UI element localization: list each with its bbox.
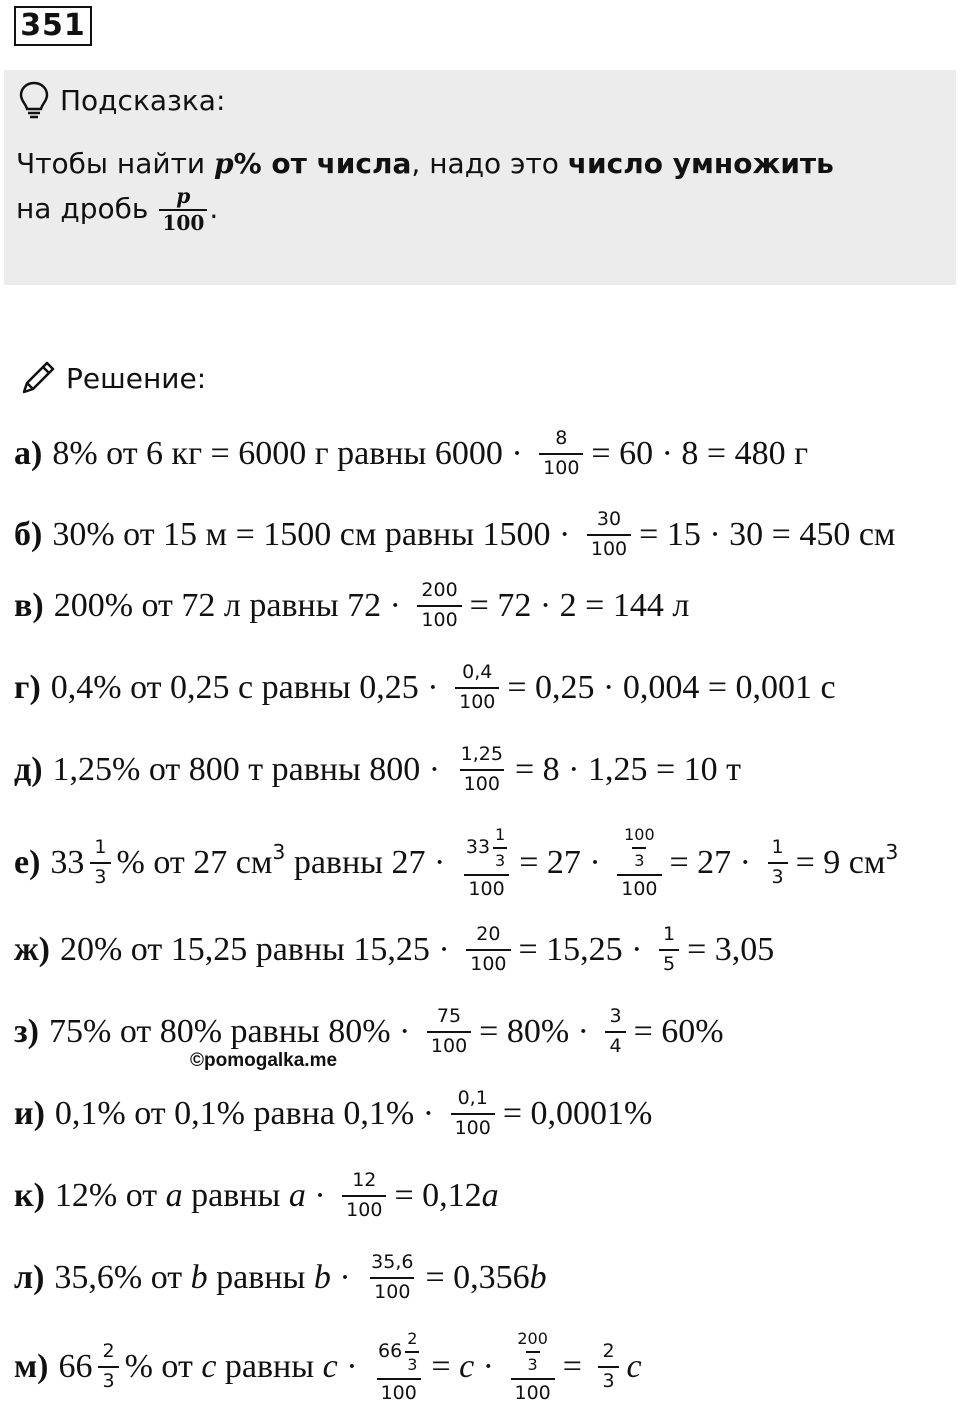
fraction-denominator: 100	[417, 605, 461, 632]
row-text: = 27 ·	[519, 844, 610, 882]
row-text: 35,6% от	[54, 1258, 191, 1296]
row-label: б)	[14, 515, 43, 553]
row-text: 12% от	[54, 1176, 166, 1214]
hint-header	[18, 78, 225, 122]
row-text: % от	[124, 1348, 202, 1386]
hint-text-bold: число умножить	[567, 147, 834, 180]
row-text: % от 27 см	[116, 844, 273, 882]
row-label: г)	[14, 668, 41, 706]
fraction-numerator: 200	[421, 579, 458, 601]
fraction-numerator: 2	[602, 1340, 615, 1363]
fraction-numerator: 30	[596, 508, 622, 530]
solution-row-d	[14, 744, 741, 796]
fraction-numerator: 35,6	[371, 1251, 414, 1273]
solution-row-k	[14, 1170, 499, 1222]
row-text: = 15,25 ·	[518, 930, 651, 968]
fraction	[342, 1170, 386, 1222]
fraction	[622, 826, 657, 871]
fraction-denominator: 4	[605, 1031, 625, 1058]
row-label: а)	[14, 434, 43, 472]
row-text: = 3,05	[687, 930, 775, 968]
row-text: = 15 · 30 = 450 см	[639, 515, 896, 553]
row-text: 75% от 80% равны 80% ·	[49, 1012, 419, 1050]
fraction-numerator: 1	[94, 836, 107, 859]
row-text: 8% от 6 кг = 6000 г равны 6000 ·	[52, 434, 532, 472]
row-text: 30% от 15 м = 1500 см равны 1500 ·	[52, 515, 579, 553]
row-text: ·	[305, 1176, 335, 1214]
row-label: л)	[14, 1258, 45, 1296]
row-text: =	[562, 1348, 591, 1386]
hint-text-part: .	[209, 192, 219, 226]
fraction-denominator: 100	[370, 1277, 414, 1304]
hint-box	[4, 70, 956, 285]
fraction-denominator: 3	[768, 862, 788, 889]
fraction-denominator: 5	[659, 949, 679, 976]
row-label: е)	[14, 844, 41, 882]
solution-header	[18, 356, 206, 400]
fraction	[493, 826, 507, 871]
lightbulb-icon	[18, 80, 50, 120]
row-label: ж)	[14, 930, 50, 968]
hint-text-part: Чтобы найти	[16, 147, 214, 180]
row-text: равны	[182, 1176, 289, 1214]
hint-text-part: на дробь	[16, 192, 158, 226]
fraction-numerator: 1,25	[460, 743, 503, 765]
fraction	[98, 1341, 118, 1393]
fraction-denominator: 100	[159, 209, 207, 234]
fraction-numerator	[374, 1330, 423, 1378]
pencil-icon	[18, 358, 58, 398]
fraction-numerator: 75	[436, 1005, 462, 1027]
mixed-whole: 66	[378, 1340, 403, 1363]
row-text: 1,25% от 800 т равны 800 ·	[52, 750, 449, 788]
fraction	[617, 826, 661, 901]
row-text: ·	[330, 1258, 360, 1296]
hint-text	[16, 142, 834, 234]
fraction	[515, 1330, 550, 1375]
fraction-numerator: 1	[771, 836, 784, 859]
fraction	[405, 1330, 419, 1375]
hint-text-part: , надо это	[411, 147, 568, 180]
fraction-denominator: 100	[587, 534, 631, 561]
fraction-denominator: 100	[342, 1195, 386, 1222]
fraction	[457, 744, 507, 796]
fraction-numerator: 8	[555, 427, 568, 449]
fraction-numerator: 1	[663, 923, 676, 945]
fraction-numerator: 0,4	[462, 661, 493, 683]
fraction-denominator: 100	[539, 453, 583, 480]
row-text: 0,1% от 0,1% равна 0,1% ·	[54, 1094, 443, 1132]
fraction-denominator: 100	[511, 1378, 555, 1405]
row-text: 200% от 72 л равны 72 ·	[53, 586, 410, 624]
fraction	[539, 428, 583, 480]
fraction-denominator: 100	[451, 1113, 495, 1140]
fraction-numerator: 2	[407, 1329, 418, 1348]
fraction	[511, 1330, 555, 1405]
fraction	[462, 826, 511, 901]
row-label: и)	[14, 1094, 45, 1132]
fraction-numerator: 2	[102, 1340, 115, 1363]
row-text: =	[431, 1348, 460, 1386]
fraction-denominator: 100	[466, 949, 510, 976]
fraction	[587, 509, 631, 561]
fraction-denominator: 100	[377, 1378, 421, 1405]
fraction-numerator: 20	[476, 923, 501, 945]
fraction	[598, 1341, 618, 1393]
fraction	[455, 662, 499, 714]
fraction-denominator: 3	[493, 847, 507, 870]
solution-row-b	[14, 509, 895, 561]
variable: a	[165, 1176, 183, 1214]
problem-number: 351	[14, 6, 92, 46]
row-text: = 27 ·	[669, 844, 760, 882]
row-text: = 60%	[633, 1012, 724, 1050]
row-text: = 80% ·	[479, 1012, 598, 1050]
fraction	[451, 1088, 495, 1140]
fraction-denominator: 3	[526, 1351, 540, 1374]
row-label: д)	[14, 750, 43, 788]
row-text: ·	[337, 1348, 367, 1386]
solution-row-e	[14, 826, 898, 901]
variable: c	[322, 1348, 338, 1386]
fraction-numerator: p	[176, 184, 191, 208]
fraction	[90, 837, 110, 889]
row-text: равны	[207, 1258, 314, 1296]
row-text: 0,4% от 0,25 с равны 0,25 ·	[50, 668, 448, 706]
fraction-denominator: 100	[464, 874, 508, 901]
fraction-numerator: 200	[517, 1329, 548, 1348]
mixed-whole: 33	[465, 836, 491, 859]
fraction	[659, 924, 679, 976]
fraction-denominator: 3	[98, 1366, 118, 1393]
row-text: = 0,0001%	[502, 1094, 653, 1132]
solution-row-zh	[14, 924, 774, 976]
row-text: = 9 см	[795, 844, 886, 882]
fraction-numerator	[618, 826, 661, 874]
fraction	[417, 580, 461, 632]
hint-title: Подсказка:	[60, 83, 226, 117]
fraction-numerator: 0,1	[457, 1087, 488, 1109]
row-text: равны 27 ·	[285, 844, 454, 882]
solution-row-l	[14, 1252, 547, 1304]
hint-line-2	[16, 186, 834, 234]
solution-row-v	[14, 580, 689, 632]
fraction-denominator: 3	[90, 862, 110, 889]
variable: b	[313, 1258, 331, 1296]
fraction-numerator: 1	[495, 825, 506, 844]
row-label: з)	[14, 1012, 39, 1050]
fraction	[768, 837, 788, 889]
fraction-numerator: 3	[609, 1005, 622, 1027]
variable: a	[288, 1176, 306, 1214]
solution-row-z	[14, 1006, 724, 1058]
row-text: = 0,356	[425, 1258, 530, 1296]
variable: c	[626, 1348, 642, 1386]
row-label: к)	[14, 1176, 45, 1214]
fraction	[427, 1006, 471, 1058]
fraction	[466, 924, 510, 976]
hint-text-bold: % от числа	[233, 147, 412, 180]
fraction	[605, 1006, 625, 1058]
fraction-denominator: 3	[632, 847, 646, 870]
row-text: 20% от 15,25 равны 15,25 ·	[59, 930, 459, 968]
variable: c	[201, 1348, 217, 1386]
variable: b	[190, 1258, 208, 1296]
row-text: = 8 · 1,25 = 10 т	[514, 750, 741, 788]
mixed-whole: 66	[58, 1348, 93, 1386]
variable: a	[481, 1176, 499, 1214]
fraction-numerator	[511, 1330, 554, 1378]
fraction-numerator: 100	[624, 825, 655, 844]
fraction-denominator: 100	[427, 1031, 471, 1058]
fraction-denominator: 100	[455, 687, 499, 714]
solution-row-g	[14, 662, 836, 714]
watermark: ©pomogalka.me	[190, 1050, 338, 1071]
hint-var-p: p	[213, 147, 234, 180]
fraction-denominator: 100	[617, 874, 661, 901]
variable: c	[459, 1348, 475, 1386]
superscript: 3	[272, 840, 286, 865]
solution-row-i	[14, 1088, 652, 1140]
fraction-denominator: 3	[598, 1366, 618, 1393]
row-text: = 60 · 8 = 480 г	[591, 434, 809, 472]
fraction-numerator: 12	[352, 1169, 377, 1191]
fraction-denominator: 3	[405, 1351, 419, 1374]
row-label: в)	[14, 586, 44, 624]
mixed-whole: 33	[50, 844, 85, 882]
row-text: равны	[216, 1348, 323, 1386]
superscript: 3	[885, 840, 899, 865]
hint-line-1	[16, 142, 834, 186]
row-text: = 72 · 2 = 144 л	[469, 586, 690, 624]
solution-title: Решение:	[66, 361, 207, 395]
row-text: = 0,25 · 0,004 = 0,001 с	[507, 668, 836, 706]
solution-row-m	[14, 1330, 642, 1405]
solution-row-a	[14, 428, 808, 480]
row-label: м)	[14, 1348, 49, 1386]
fraction-numerator	[462, 826, 511, 874]
row-text: ·	[474, 1348, 503, 1386]
hint-fraction	[159, 186, 207, 234]
fraction	[367, 1252, 417, 1304]
row-text: = 0,12	[394, 1176, 482, 1214]
fraction	[374, 1330, 423, 1405]
variable: b	[529, 1258, 547, 1296]
fraction-denominator: 100	[460, 769, 504, 796]
